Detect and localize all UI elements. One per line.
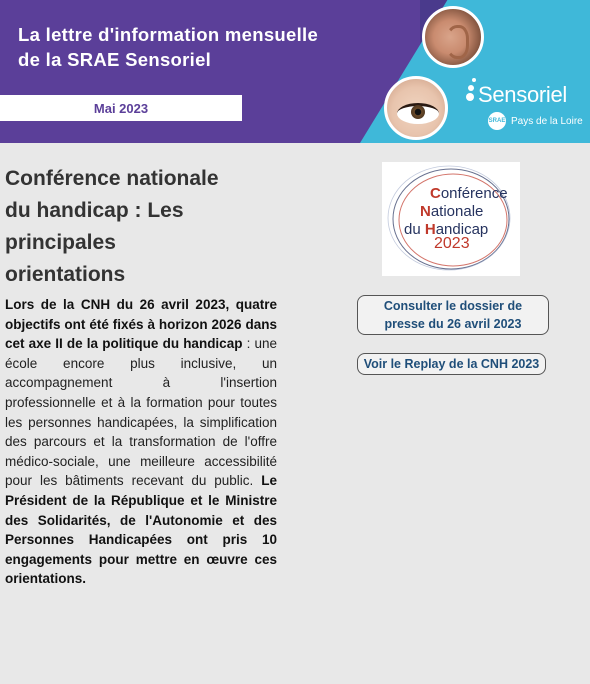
press-kit-button-line-1: Consulter le dossier de [383,299,523,313]
article-body-text: : une école encore plus inclusive, un accompagnement à l'insertion professionnelle et à la formation pour toutes les personnes handicapées, la simplification des parcours et la transformation de l'offre médico-sociale, une meilleure accessibilité pour les bâtiments recevant du public. [5,336,277,489]
replay-button[interactable] [357,353,546,375]
article-title-line: orientations [5,263,126,286]
eye-photo [384,76,448,140]
issue-month-badge [0,95,242,121]
sensoriel-logo-text: Sensoriel [478,82,568,107]
cnh-logo-year: 2023 [434,235,470,252]
replay-button-label: Voir le Replay de la CNH 2023 [363,357,540,371]
title-line-2: de la SRAE Sensoriel [18,49,212,70]
article-body-bold-outro: Le Président de la République et le Ministre des Solidarités, de l'Autonomie et des Personnes Handicapées ont pris 10 engagements pour mettre en œuvre ces orientations. [5,473,277,587]
press-kit-button-line-2: presse du 26 avril 2023 [384,317,522,331]
cnh-logo-line-1: Conférence [430,185,508,202]
ear-photo [422,6,484,68]
article-title-line: du handicap : Les [5,199,184,222]
newsletter-header [0,0,590,143]
cnh-2023-logo [382,162,520,276]
article-title [5,163,285,291]
article-body [5,295,277,589]
article-body-bold-intro: Lors de la CNH du 26 avril 2023, quatre objectifs ont été fixés à horizon 2026 dans cet axe II de la politique du handicap [5,297,277,352]
article-title-line: principales [5,231,116,254]
issue-month: Mai 2023 [93,100,149,116]
newsletter-title [18,22,418,72]
press-kit-button[interactable] [357,295,549,335]
article-title-line: Conférence nationale [5,167,219,190]
cnh-logo-line-2: Nationale [420,203,484,220]
region-label: Pays de la Loire [511,115,583,127]
title-line-1: La lettre d'information mensuelle [18,24,319,45]
cnh-logo-line-3: du Handicap [404,221,489,238]
srae-badge: SRAE [488,112,506,130]
